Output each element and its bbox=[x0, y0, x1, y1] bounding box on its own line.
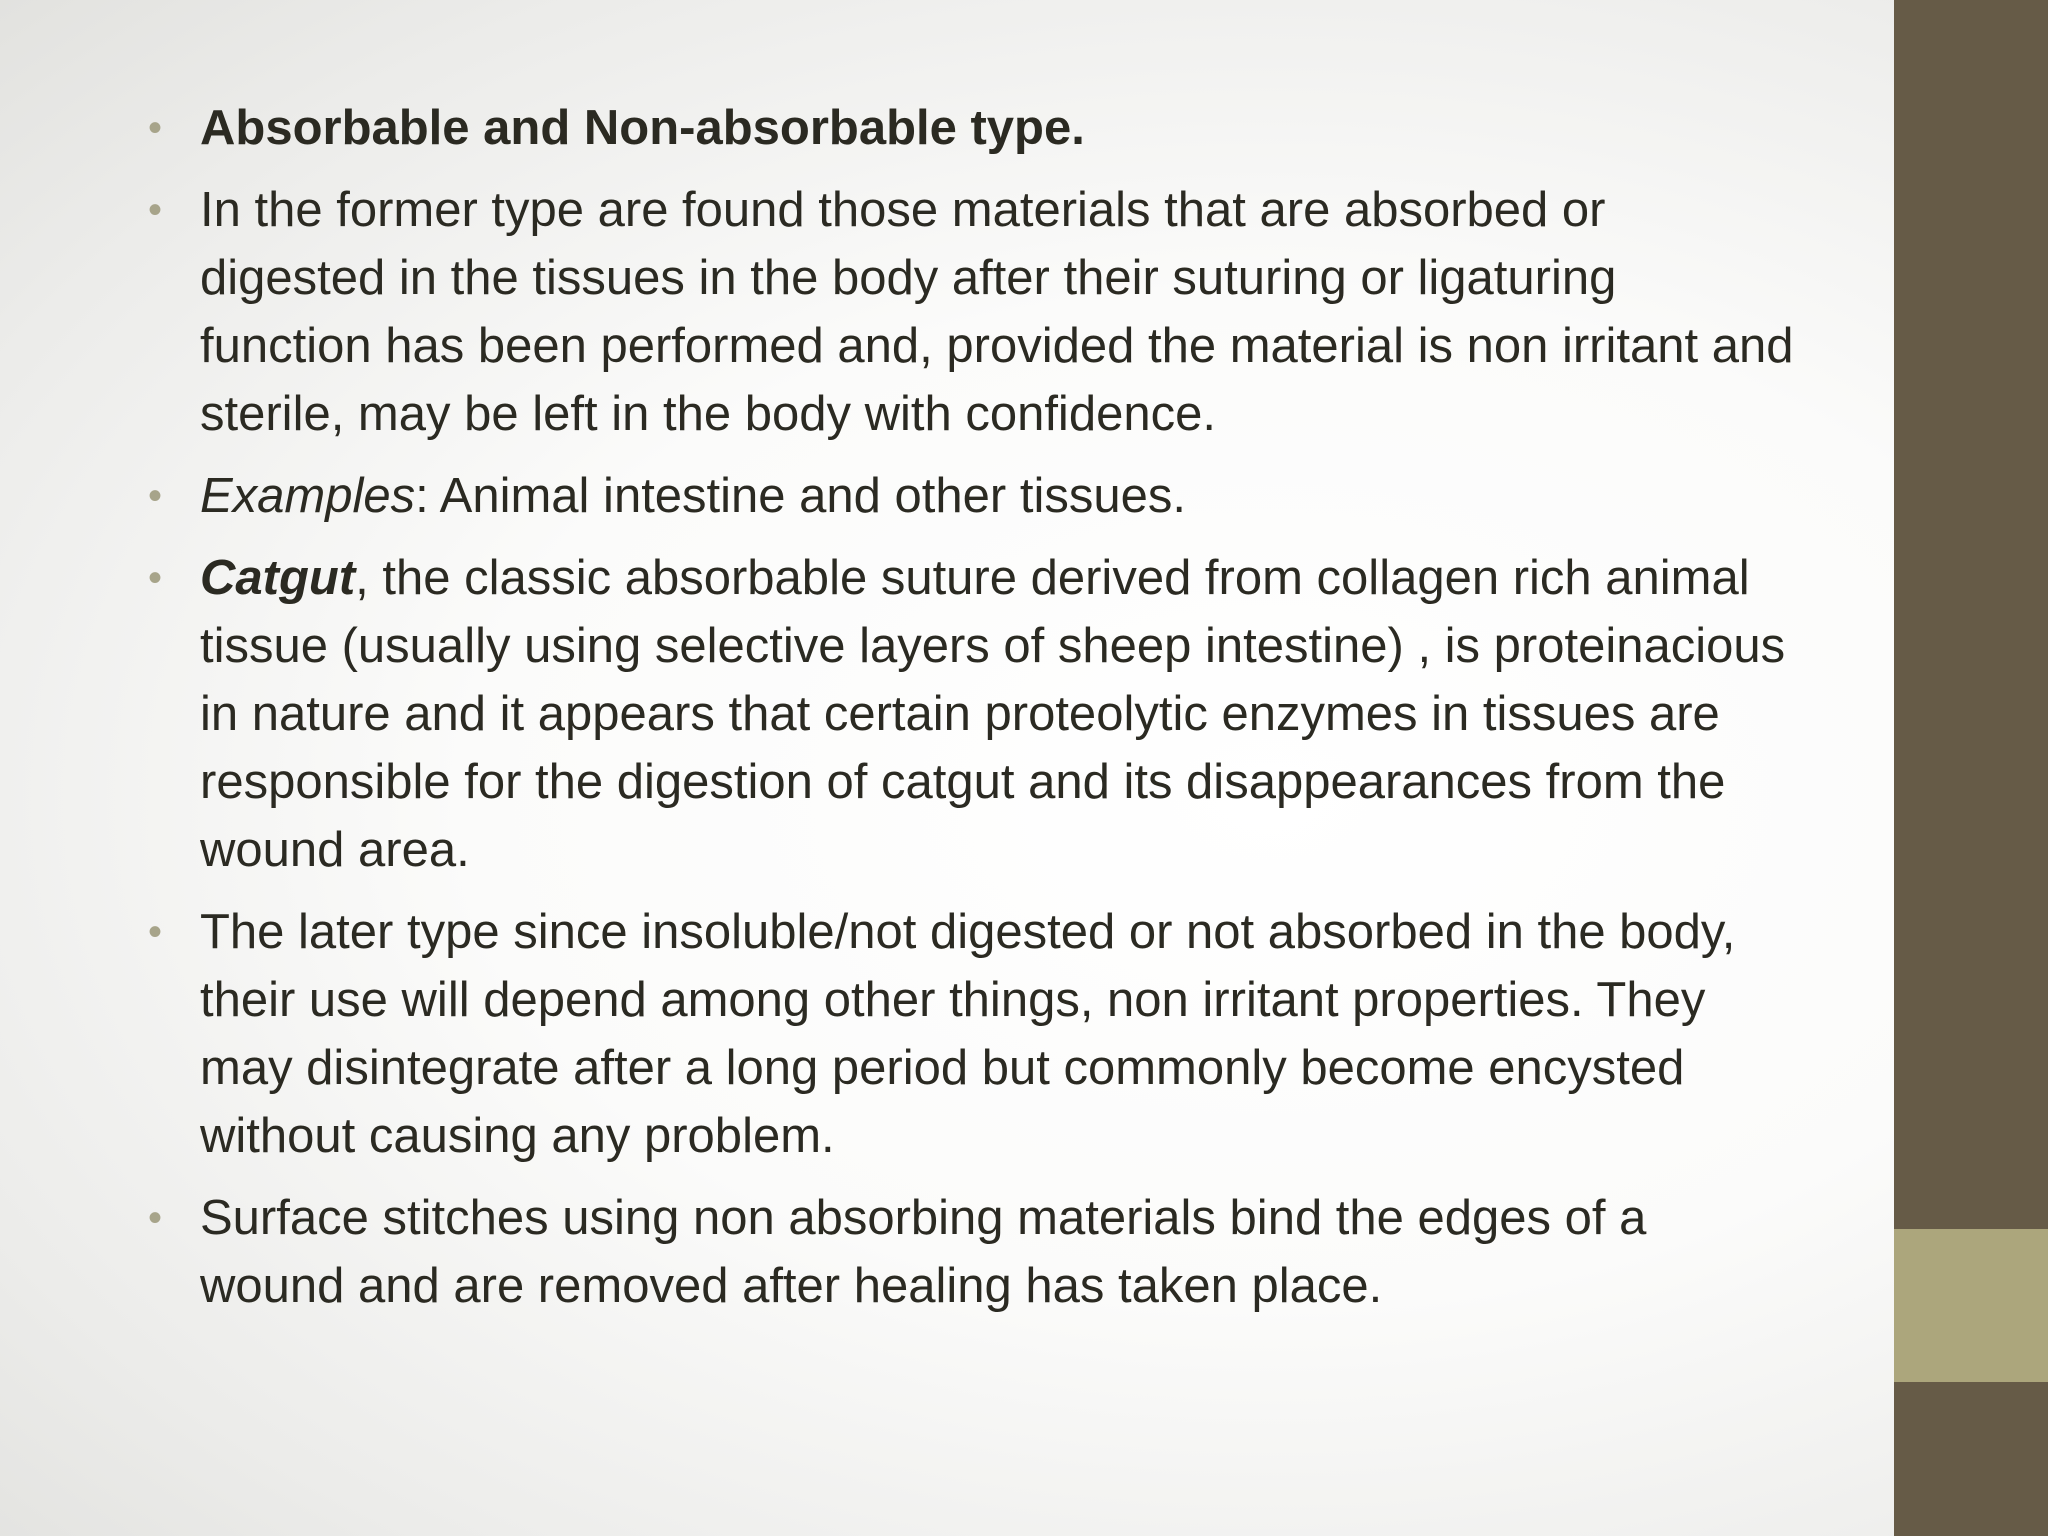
list-item bbox=[140, 176, 1800, 448]
bullet-icon: • bbox=[148, 188, 163, 232]
bullet-icon: • bbox=[148, 106, 163, 150]
bullet-text: : Animal intestine and other tissues. bbox=[415, 469, 1186, 523]
bullet-icon: • bbox=[148, 1196, 163, 1240]
list-item bbox=[140, 1184, 1800, 1320]
bullet-text: , the classic absorbable suture derived from collagen rich animal tissue (usually using selective layers of sheep intestine) , is proteinacious in nature and it appears that certain proteolytic enzymes in tissues are responsible for the digestion of catgut and its disappearances from the wound area. bbox=[200, 551, 1786, 877]
bullet-text: Surface stitches using non absorbing materials bind the edges of a wound and are removed after healing has taken place. bbox=[200, 1191, 1647, 1313]
slide-body bbox=[140, 94, 1800, 1334]
side-band-accent bbox=[1894, 1229, 2048, 1382]
list-item bbox=[140, 462, 1800, 530]
list-item bbox=[140, 544, 1800, 884]
bullet-icon: • bbox=[148, 556, 163, 600]
bullet-text: The later type since insoluble/not digested or not absorbed in the body, their use will depend among other things, non irritant properties. They may disintegrate after a long period but commonly become encysted without causing any problem. bbox=[200, 905, 1736, 1163]
bullet-icon: • bbox=[148, 910, 163, 954]
bullet-emphasis: Catgut bbox=[200, 551, 356, 605]
bullet-text: In the former type are found those materials that are absorbed or digested in the tissues in the body after their suturing or ligaturing function has been performed and, provided the material is non irritant and sterile, may be left in the body with confidence. bbox=[200, 183, 1794, 441]
bullet-list bbox=[140, 94, 1800, 1320]
list-item bbox=[140, 94, 1800, 162]
bullet-heading: Absorbable and Non-absorbable type. bbox=[200, 101, 1085, 155]
bullet-emphasis: Examples bbox=[200, 469, 416, 523]
list-item bbox=[140, 898, 1800, 1170]
bullet-icon: • bbox=[148, 474, 163, 518]
